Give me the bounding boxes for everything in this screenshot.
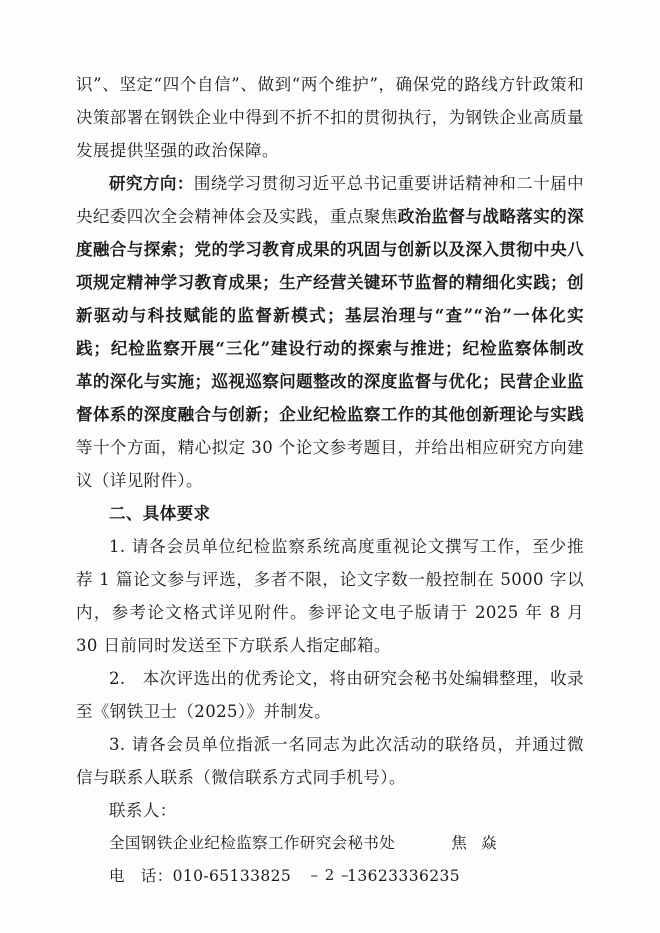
- research-direction-label: 研究方向：: [109, 174, 194, 193]
- paragraph-requirement-1: 1. 请各会员单位纪检监察系统高度重视论文撰写工作，至少推荐 1 篇论文参与评选，多者不限，论文字数一般控制在 5000 字以内，参考论文格式详见附件。参评论文电子版请于 2025 年 8 月 30 日前同时发送至下方联系人指定邮箱。: [76, 537, 584, 655]
- research-direction-tail: 等十个方面，精心拟定 30 个论文参考题目，并给出相应研究方向建议（详见附件）。: [76, 438, 584, 490]
- phone-office: 010-65133825: [172, 867, 292, 885]
- section-heading-requirements: 二、具体要求: [109, 504, 211, 523]
- paragraph-continued: 识”、坚定“四个自信”、做到“两个维护”，确保党的路线方针政策和决策部署在钢铁企业中得到不折不扣的贯彻执行，为钢铁企业高质量发展提供坚强的政治保障。: [76, 75, 584, 160]
- paragraph-requirement-2: 2. 本次评选出的优秀论文，将由研究会秘书处编辑整理，收录至《钢铁卫士（2025）》并制发。: [76, 669, 584, 721]
- contact-organization: 全国钢铁企业纪检监察工作研究会秘书处: [109, 834, 396, 852]
- research-direction-intro: 围绕学习贯彻习近平总书记重要讲话精神和二十届中央纪委四次全会精神体会及实践，重点聚焦: [76, 174, 585, 226]
- page-number: – 2 –: [310, 866, 350, 884]
- contact-organization-line: [76, 827, 584, 860]
- paragraph-contact-label: 联系人：: [109, 801, 177, 820]
- document-body: [76, 68, 584, 893]
- research-direction-topics: 政治监督与战略落实的深度融合与探索；党的学习教育成果的巩固与创新以及深入贯彻中央八项规定精神学习教育成果；生产经营关键环节监督的精细化实践；创新驱动与科技赋能的监督新模式；基层治理与“查”“治”一体化实践；纪检监察开展“三化”建设行动的探索与推进；纪检监察体制改革的深化与实施；巡视巡察问题整改的深度监督与优化；民营企业监督体系的深度融合与创新；企业纪检监察工作的其他创新理论与实践: [76, 207, 584, 424]
- contact-name-first: 焦: [451, 834, 468, 852]
- paragraph-requirement-3: 3. 请各会员单位指派一名同志为此次活动的联络员，并通过微信与联系人联系（微信联系方式同手机号）。: [76, 735, 584, 787]
- paragraph-research-direction: [76, 167, 584, 497]
- phone-mobile: 13623336235: [347, 867, 461, 885]
- contact-name-second: 焱: [481, 834, 498, 852]
- phone-label: 电 话：: [109, 867, 173, 885]
